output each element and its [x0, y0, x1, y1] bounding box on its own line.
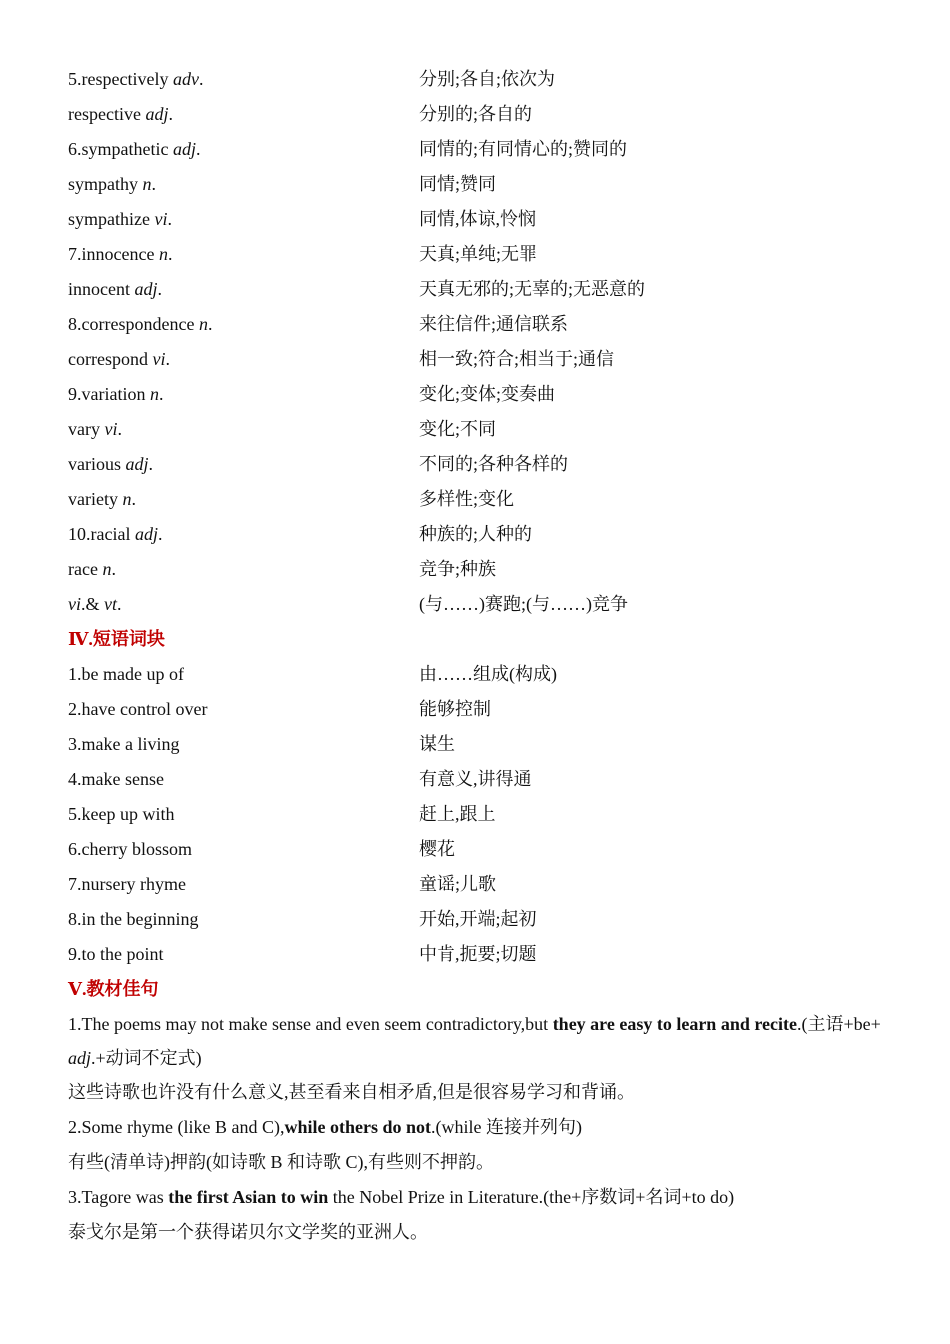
sentence-1-translation: 这些诗歌也许没有什么意义,甚至看来自相矛盾,但是很容易学习和背诵。 [68, 1082, 635, 1102]
phrase-en: 3.make a living [68, 734, 180, 754]
vocab-row [68, 447, 888, 482]
phrase-en: 6.cherry blossom [68, 839, 192, 859]
sentence-2-translation: 有些(清单诗)押韵(如诗歌 B 和诗歌 C),有些则不押韵。 [68, 1152, 494, 1172]
vocab-row [68, 307, 888, 342]
vocab-meaning: 竞争;种族 [419, 559, 497, 579]
vocab-word: 9.variation n. [68, 384, 164, 404]
phrase-en: 7.nursery rhyme [68, 874, 186, 894]
vocab-word: innocent adj. [68, 279, 162, 299]
phrase-zh: 谋生 [419, 734, 455, 754]
vocab-row [68, 587, 888, 622]
vocab-meaning: 同情,体谅,怜悯 [419, 209, 536, 229]
phrase-row [68, 692, 888, 727]
vocab-word: various adj. [68, 454, 154, 474]
vocab-row [68, 202, 888, 237]
phrase-row [68, 867, 888, 902]
sentence-2: 2.Some rhyme (like B and C),while others do not.(while 连接并列句) [68, 1117, 582, 1137]
document-page [68, 62, 888, 1250]
phrase-zh: 中肯,扼要;切题 [419, 944, 537, 964]
section-heading-phrases: Ⅳ.短语词块 [68, 629, 165, 649]
phrase-en: 8.in the beginning [68, 909, 199, 929]
phrase-en: 1.be made up of [68, 664, 184, 684]
phrase-zh: 开始,开端;起初 [419, 909, 537, 929]
sentence-3: 3.Tagore was the first Asian to win the Nobel Prize in Literature.(the+序数词+名词+to do) [68, 1187, 735, 1207]
vocab-row [68, 377, 888, 412]
phrase-zh: 童谣;儿歌 [419, 874, 497, 894]
phrase-row [68, 902, 888, 937]
vocab-meaning: 不同的;各种各样的 [419, 454, 569, 474]
vocab-row [68, 342, 888, 377]
vocab-meaning: 天真无邪的;无辜的;无恶意的 [419, 279, 646, 299]
vocab-row [68, 482, 888, 517]
vocab-word: 6.sympathetic adj. [68, 139, 201, 159]
section-heading-sentences: Ⅴ.教材佳句 [68, 979, 159, 999]
phrase-row [68, 762, 888, 797]
vocab-word: 5.respectively adv. [68, 69, 204, 89]
vocab-row [68, 132, 888, 167]
vocab-meaning: 分别;各自;依次为 [419, 69, 556, 89]
vocab-meaning: 同情;赞同 [419, 174, 497, 194]
vocab-word: 10.racial adj. [68, 524, 163, 544]
vocab-row [68, 97, 888, 132]
vocab-word: 7.innocence n. [68, 244, 173, 264]
vocab-meaning: 多样性;变化 [419, 489, 515, 509]
vocab-meaning: 相一致;符合;相当于;通信 [419, 349, 615, 369]
phrase-zh: 能够控制 [419, 699, 491, 719]
vocab-word: respective adj. [68, 104, 173, 124]
vocab-word: vi.& vt. [68, 594, 122, 614]
vocab-meaning: 变化;变体;变奏曲 [419, 384, 556, 404]
vocab-row [68, 167, 888, 202]
phrase-row [68, 937, 888, 972]
vocab-row [68, 412, 888, 447]
vocab-meaning: 种族的;人种的 [419, 524, 533, 544]
phrase-zh: 樱花 [419, 839, 455, 859]
vocab-row [68, 62, 888, 97]
phrase-zh: 由……组成(构成) [419, 664, 557, 684]
vocab-row [68, 552, 888, 587]
vocab-row [68, 517, 888, 552]
vocab-row [68, 272, 888, 307]
vocab-word: sympathy n. [68, 174, 156, 194]
vocab-meaning: 变化;不同 [419, 419, 497, 439]
phrase-zh: 有意义,讲得通 [419, 769, 532, 789]
phrase-row [68, 832, 888, 867]
phrase-row [68, 657, 888, 692]
vocab-word: vary vi. [68, 419, 122, 439]
phrase-en: 9.to the point [68, 944, 164, 964]
vocab-meaning: 同情的;有同情心的;赞同的 [419, 139, 628, 159]
phrase-en: 4.make sense [68, 769, 164, 789]
vocab-meaning: 天真;单纯;无罪 [419, 244, 538, 264]
vocab-meaning: (与……)赛跑;(与……)竞争 [419, 594, 628, 614]
phrase-row [68, 797, 888, 832]
vocab-word: sympathize vi. [68, 209, 172, 229]
phrase-row [68, 727, 888, 762]
vocab-meaning: 来往信件;通信联系 [419, 314, 569, 334]
phrase-en: 5.keep up with [68, 804, 175, 824]
vocab-word: race n. [68, 559, 116, 579]
sentence-1: 1.The poems may not make sense and even seem contradictory,but they are easy to learn and recite.(主语+be+ adj.+动词不定式) [68, 1014, 881, 1068]
sentence-3-translation: 泰戈尔是第一个获得诺贝尔文学奖的亚洲人。 [68, 1222, 428, 1242]
vocab-row [68, 237, 888, 272]
phrase-en: 2.have control over [68, 699, 208, 719]
vocab-word: correspond vi. [68, 349, 170, 369]
vocab-meaning: 分别的;各自的 [419, 104, 533, 124]
vocab-word: 8.correspondence n. [68, 314, 213, 334]
phrase-zh: 赶上,跟上 [419, 804, 496, 824]
vocab-word: variety n. [68, 489, 136, 509]
